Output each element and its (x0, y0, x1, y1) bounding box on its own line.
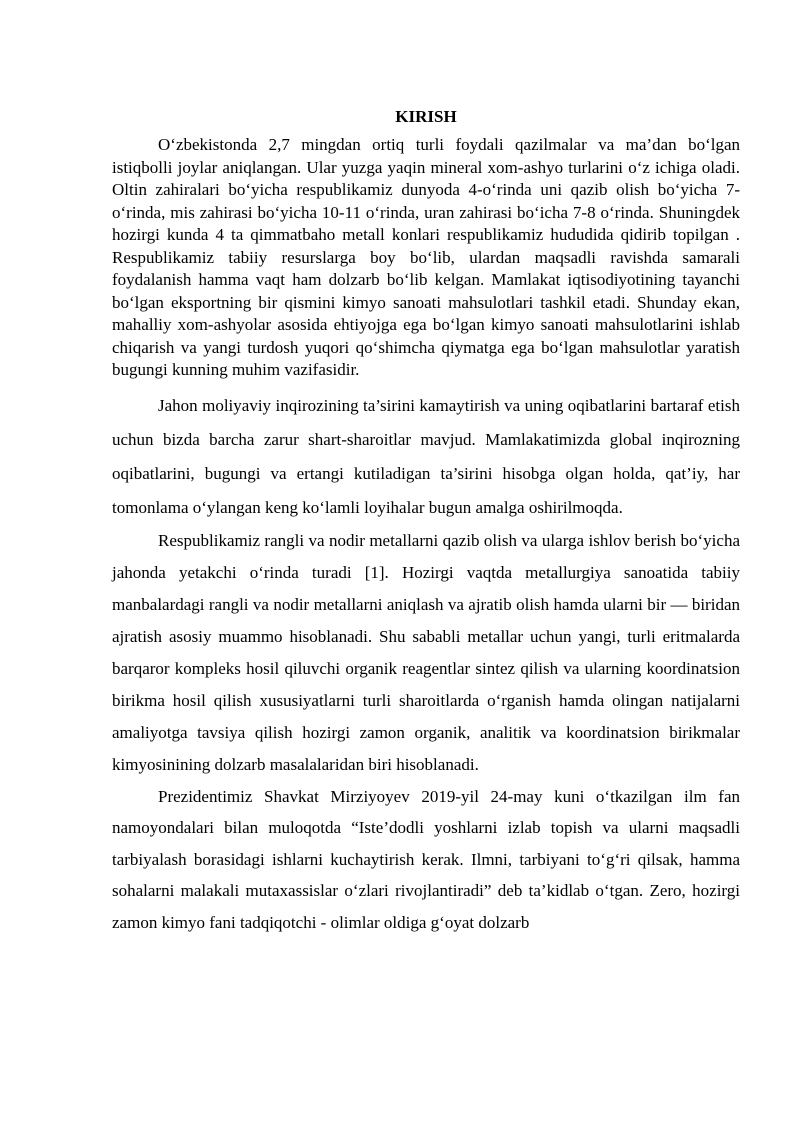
page-title: KIRISH (395, 107, 457, 126)
paragraph-metallurgy: Respublikamiz rangli va nodir metallarni qazib olish va ularga ishlov berish bo‘yicha jahonda yetakchi o‘rinda turadi [1]. Hozirgi vaqtda metallurgiya sanoatida tabiiy manbalardagi rangli va nodir metallarni aniqlash va ajratib olish hamda ularni bir — biridan ajratish asosiy muammo hisoblanadi. Shu sababli metallar uchun yangi, turli eritmalarda barqaror kompleks hosil qiluvchi organik reagentlar sintez qilish va ularning koordinatsion birikma hosil qilish xususiyatlarni turli sharoitlarda o‘rganish hamda olingan natijalarni amaliyotga tavsiya qilish hozirgi zamon organik, analitik va koordinatsion birikmalar kimyosinining dolzarb masalalaridan biri hisoblanadi. (112, 530, 740, 774)
paragraph-minerals: O‘zbekistonda 2,7 mingdan ortiq turli foydali qazilmalar va ma’dan bo‘lgan istiqbolli joylar aniqlangan. Ular yuzga yaqin mineral xom-ashyo turlarini o‘z ichiga oladi. Oltin zahiralari bo‘yicha respublikamiz dunyoda 4-o‘rinda uni qazib olish bo‘yicha 7-o‘rinda, mis zahirasi bo‘yicha 10-11 o‘rinda, uran zahirasi bo‘icha 7-8 o‘rinda. Shuningdek hozirgi kunda 4 ta qimmatbaho metall konlari respublikamiz hududida qidirib topilgan . Respublikamiz tabiiy resurslarga boy bo‘lib, ulardan maqsadli ravishda samarali foydalanish hamma vaqt ham dolzarb bo‘lib kelgan. Mamlakat iqtisodiyotining tayanchi bo‘lgan eksportning bir qismini kimyo sanoati mahsulotlari tashkil etadi. Shunday ekan, mahalliy xom-ashyolar asosida ehtiyojga ega bo‘lgan kimyo sanoati mahsulotlarini ishlab chiqarish va yangi turdosh yuqori qo‘shimcha qiymatga ega bo‘lgan mahsulotlar yaratish bugungi kunning muhim vazifasidir. (112, 135, 740, 379)
document-page (112, 104, 740, 938)
paragraph-financial-crisis: Jahon moliyaviy inqirozining ta’sirini kamaytirish va uning oqibatlarini bartaraf etish uchun bizda barcha zarur shart-sharoitlar mavjud. Mamlakatimizda global inqirozning oqibatlarini, bugungi va ertangi kutiladigan ta’sirini hisobga olgan holda, qat’iy, har tomonlama o‘ylangan keng ko‘lamli loyihalar bugun amalga oshirilmoqda. (112, 395, 740, 517)
paragraph-president-quote: Prezidentimiz Shavkat Mirziyoyev 2019-yil 24-may kuni o‘tkazilgan ilm fan namoyondalari bilan muloqotda “Iste’dodli yoshlarni izlab topish va ularni maqsadli tarbiyalash borasidagi ishlarni kuchaytirish kerak. Ilmni, tarbiyani to‘g‘ri qilsak, hamma sohalarni malakali mutaxassislar o‘zlari rivojlantiradi” deb ta’kidlab o‘tgan. Zero, hozirgi zamon kimyo fani tadqiqotchi - olimlar oldiga g‘oyat dolzarb (112, 786, 740, 932)
